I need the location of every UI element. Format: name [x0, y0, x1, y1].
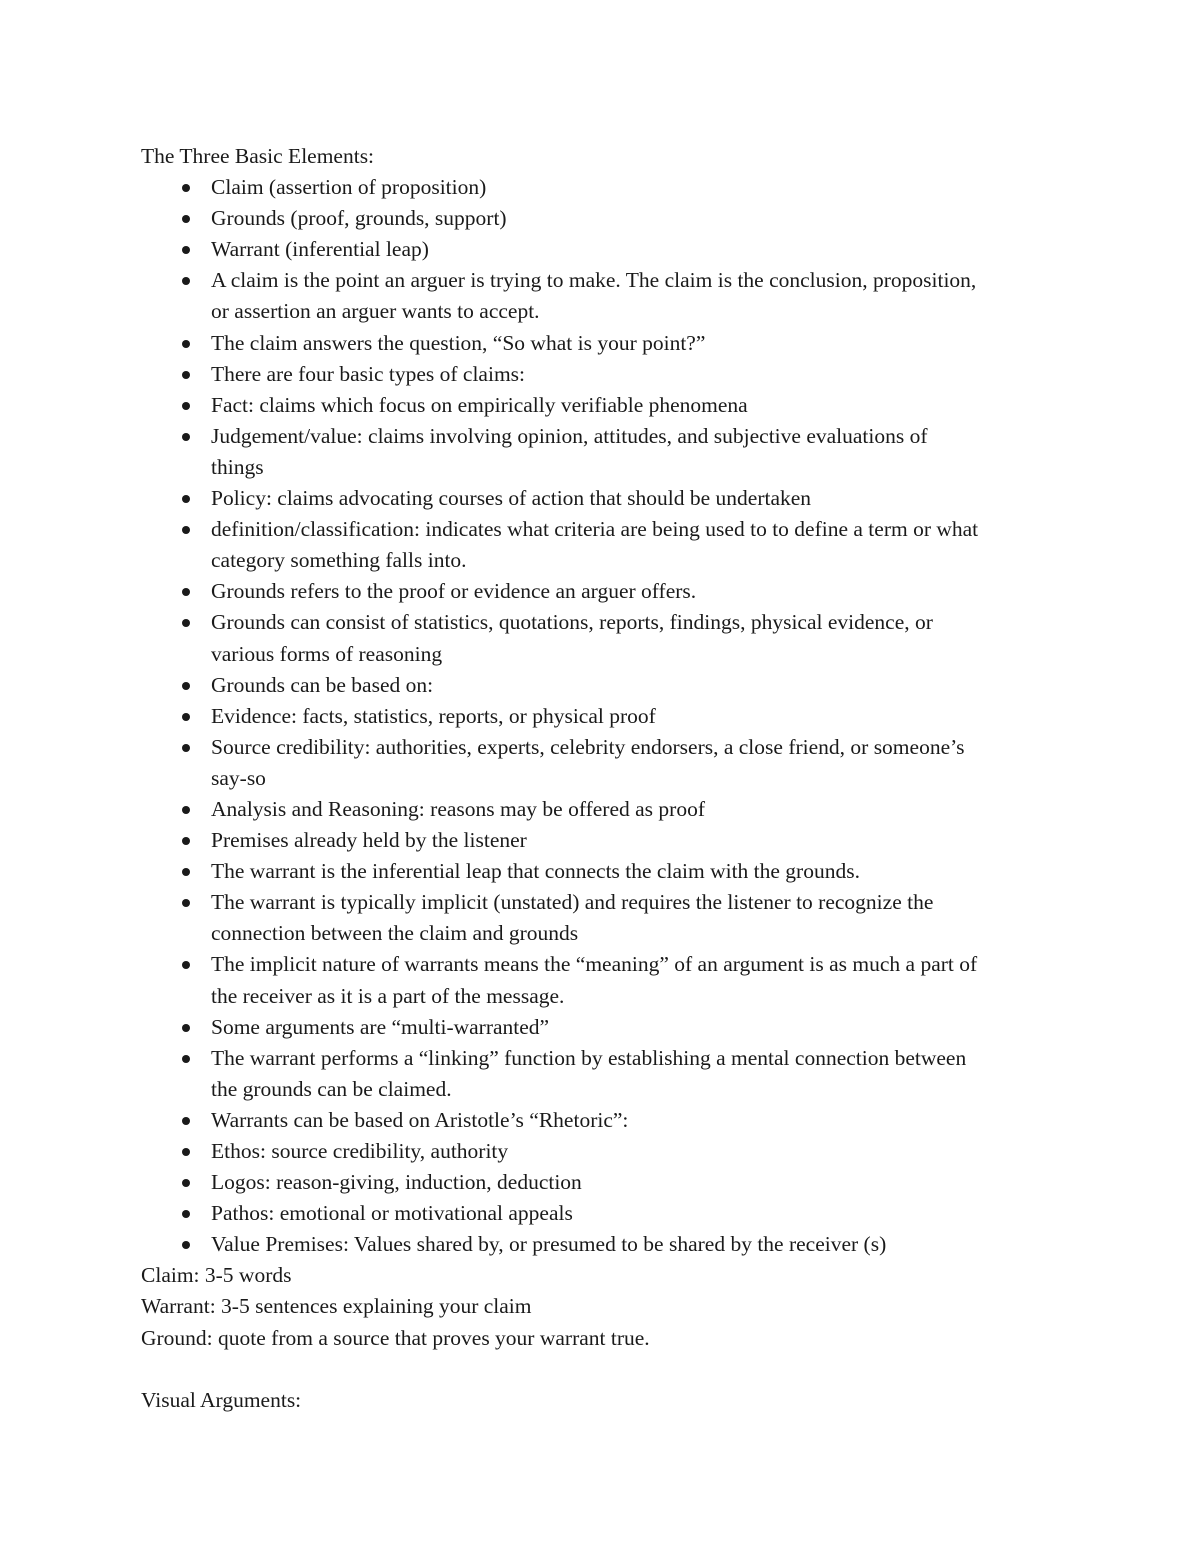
bullet-item: [141, 670, 1071, 701]
bullet-text-line: say-so: [211, 765, 266, 790]
bullet-dot-icon: [182, 868, 190, 876]
bullet-text-line: There are four basic types of claims:: [211, 361, 526, 386]
bullet-dot-icon: [182, 1148, 190, 1156]
bullet-text-line: The implicit nature of warrants means the “meaning” of an argument is as much a part of: [211, 952, 978, 977]
bullet-item: [141, 794, 1071, 825]
bullet-text-line: Warrant (inferential leap): [211, 237, 429, 262]
bullet-text-line: A claim is the point an arguer is trying to make. The claim is the conclusion, proposition,: [211, 268, 977, 293]
summary-warrant: Warrant: 3-5 sentences explaining your claim: [141, 1294, 532, 1319]
bullet-text-line: Premises already held by the listener: [211, 828, 527, 853]
bullet-dot-icon: [182, 1241, 190, 1249]
bullet-text-line: Ethos: source credibility, authority: [211, 1139, 509, 1163]
bullet-item: [141, 856, 1071, 887]
bullet-dot-icon: [182, 433, 190, 441]
bullet-text-line: Pathos: emotional or motivational appeals: [211, 1201, 573, 1226]
document-body: [141, 141, 1071, 1416]
bullet-item: [141, 359, 1071, 390]
summary-claim: Claim: 3-5 words: [141, 1263, 292, 1288]
bullet-text-line: The claim answers the question, “So what is your point?”: [211, 330, 706, 355]
bullet-item: [141, 390, 1071, 421]
bullet-text-line: Some arguments are “multi-warranted”: [211, 1014, 550, 1039]
bullet-text-line: The warrant is typically implicit (unstated) and requires the listener to recognize the: [211, 890, 934, 915]
bullet-item: [141, 234, 1071, 265]
bullet-dot-icon: [182, 371, 190, 379]
bullet-dot-icon: [182, 1024, 190, 1032]
bullet-text-line: connection between the claim and grounds: [211, 921, 579, 946]
bullet-dot-icon: [182, 215, 190, 223]
summary-ground: Ground: quote from a source that proves your warrant true.: [141, 1325, 650, 1350]
bullet-item: [141, 1136, 1071, 1167]
bullet-dot-icon: [182, 806, 190, 814]
bullet-text-line: Grounds can consist of statistics, quotations, reports, findings, physical evidence, or: [211, 610, 933, 635]
bullet-text-line: The warrant performs a “linking” function by establishing a mental connection between: [211, 1045, 967, 1070]
bullet-dot-icon: [182, 340, 190, 348]
bullet-dot-icon: [182, 277, 190, 285]
bullet-dot-icon: [182, 619, 190, 627]
bullet-dot-icon: [182, 246, 190, 254]
bullet-item: [141, 607, 1071, 669]
bullet-item: [141, 514, 1071, 576]
bullet-text-line: or assertion an arguer wants to accept.: [211, 299, 540, 324]
bullet-text-line: various forms of reasoning: [211, 641, 443, 666]
bullet-dot-icon: [182, 526, 190, 534]
blank-line: [141, 1354, 1071, 1385]
bullet-text-line: the receiver as it is a part of the message.: [211, 983, 565, 1008]
bullet-dot-icon: [182, 184, 190, 192]
section-heading: The Three Basic Elements:: [141, 144, 375, 168]
visual-arguments-heading: Visual Arguments:: [141, 1387, 302, 1412]
bullet-item: [141, 1043, 1071, 1105]
bullet-text-line: definition/classification: indicates what criteria are being used to to define a term or what: [211, 517, 979, 542]
bullet-text-line: category something falls into.: [211, 548, 467, 573]
bullet-dot-icon: [182, 588, 190, 596]
bullet-text-line: Claim (assertion of proposition): [211, 175, 487, 200]
bullet-item: [141, 576, 1071, 607]
bullet-item: [141, 701, 1071, 732]
bullet-text-line: The warrant is the inferential leap that connects the claim with the grounds.: [211, 859, 860, 884]
bullet-item: [141, 421, 1071, 483]
bullet-text-line: Analysis and Reasoning: reasons may be offered as proof: [211, 796, 705, 821]
bullet-text-line: things: [211, 454, 264, 479]
bullet-dot-icon: [182, 961, 190, 969]
bullet-dot-icon: [182, 837, 190, 845]
bullet-dot-icon: [182, 495, 190, 503]
bullet-text-line: Grounds refers to the proof or evidence an arguer offers.: [211, 579, 697, 604]
bullet-item: [141, 732, 1071, 794]
bullet-item: [141, 265, 1071, 327]
bullet-item: [141, 887, 1071, 949]
bullet-dot-icon: [182, 1210, 190, 1218]
bullet-text-line: Fact: claims which focus on empirically verifiable phenomena: [211, 392, 748, 417]
bullet-item: [141, 483, 1071, 514]
bullet-dot-icon: [182, 1117, 190, 1125]
bullet-text-line: Source credibility: authorities, experts, celebrity endorsers, a close friend, or someone’s: [211, 734, 965, 759]
bullet-dot-icon: [182, 1055, 190, 1063]
bullet-dot-icon: [182, 899, 190, 907]
bullet-list: [141, 172, 1071, 1260]
bullet-text-line: Evidence: facts, statistics, reports, or physical proof: [211, 703, 656, 728]
bullet-text-line: the grounds can be claimed.: [211, 1076, 452, 1101]
bullet-item: [141, 172, 1071, 203]
bullet-text-line: Grounds (proof, grounds, support): [211, 206, 507, 231]
bullet-text-line: Value Premises: Values shared by, or presumed to be shared by the receiver (s): [211, 1232, 887, 1257]
bullet-text-line: Policy: claims advocating courses of action that should be undertaken: [211, 486, 812, 511]
bullet-text-line: Judgement/value: claims involving opinion, attitudes, and subjective evaluations of: [211, 423, 928, 448]
bullet-item: [141, 1167, 1071, 1198]
bullet-dot-icon: [182, 713, 190, 721]
bullet-item: [141, 1198, 1071, 1229]
bullet-item: [141, 328, 1071, 359]
bullet-text-line: Grounds can be based on:: [211, 672, 434, 697]
bullet-dot-icon: [182, 744, 190, 752]
bullet-dot-icon: [182, 682, 190, 690]
bullet-item: [141, 825, 1071, 856]
bullet-dot-icon: [182, 1179, 190, 1187]
bullet-text-line: Logos: reason-giving, induction, deduction: [211, 1170, 582, 1195]
bullet-item: [141, 949, 1071, 1011]
bullet-item: [141, 1229, 1071, 1260]
bullet-text-line: Warrants can be based on Aristotle’s “Rhetoric”:: [211, 1107, 629, 1132]
bullet-item: [141, 1012, 1071, 1043]
bullet-dot-icon: [182, 402, 190, 410]
bullet-item: [141, 1105, 1071, 1136]
bullet-item: [141, 203, 1071, 234]
